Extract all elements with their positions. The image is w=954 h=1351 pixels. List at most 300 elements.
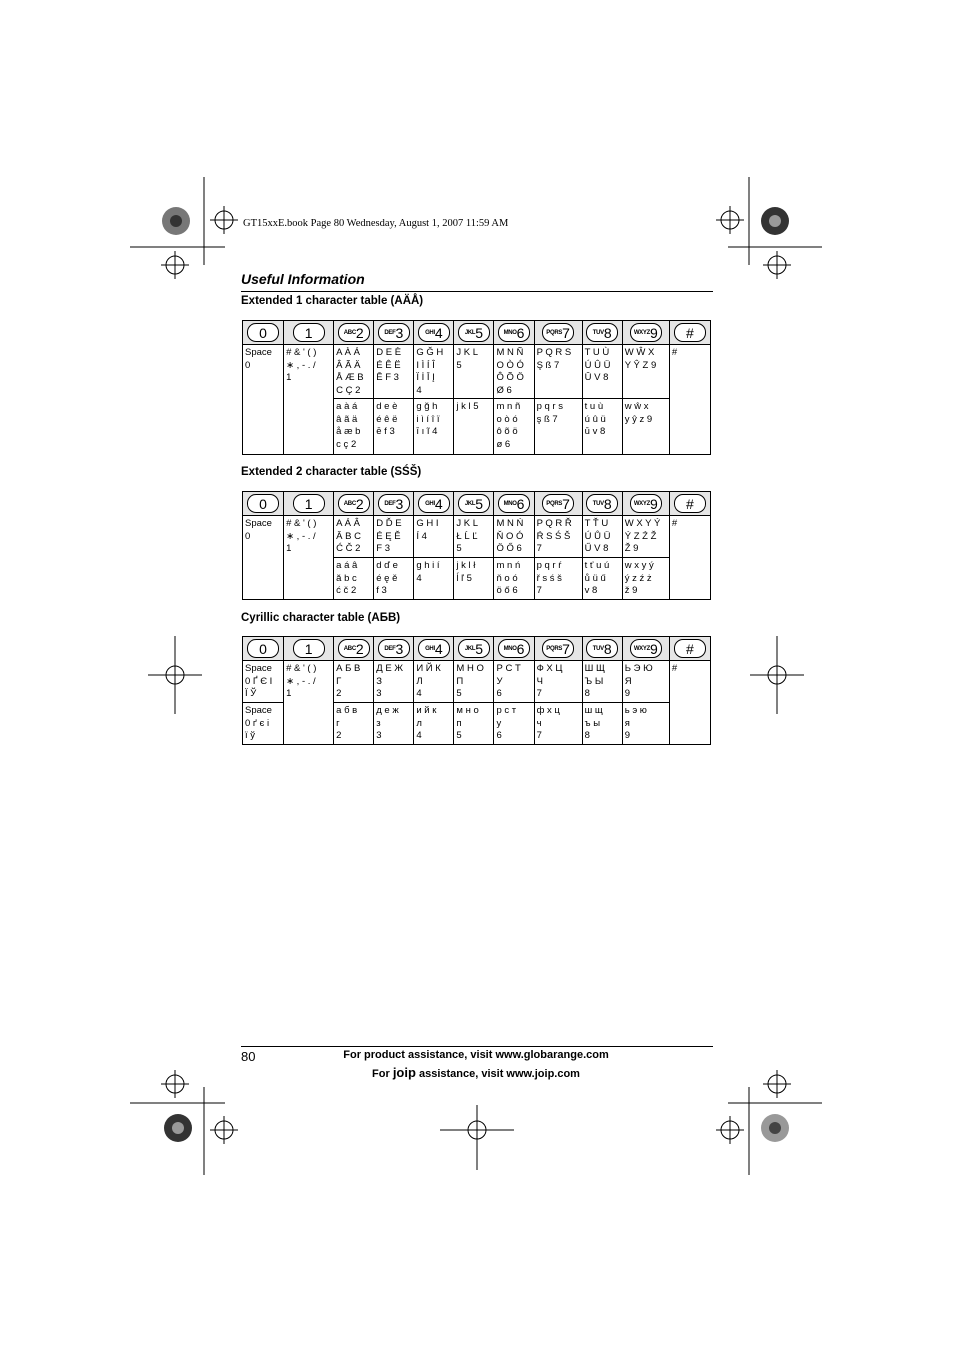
char-cell [374, 516, 414, 558]
key-cell [534, 321, 582, 345]
char-line: Ô Õ Ö [496, 372, 524, 383]
key-5-icon [458, 323, 490, 342]
bottom-rule [241, 1046, 713, 1047]
char-line: ø 6 [496, 438, 511, 450]
key-letters: MNO [503, 645, 517, 652]
char-line: 6 [496, 688, 502, 699]
key-digit: 5 [475, 324, 484, 341]
char-cell [374, 345, 414, 399]
char-cell [374, 399, 414, 455]
char-line: 6 [496, 730, 502, 741]
key-digit: 7 [562, 324, 570, 341]
char-cell [494, 703, 534, 745]
char-cell [454, 703, 494, 745]
section-title: Useful Information [241, 271, 365, 287]
char-line: w x y ý [624, 560, 654, 571]
char-line: g h i í [416, 560, 440, 571]
char-line: ş ß 7 [536, 413, 558, 425]
key-cell [454, 321, 494, 345]
key-4-icon [418, 494, 450, 513]
char-line: Ē F 3 [376, 372, 399, 383]
char-cell [243, 661, 284, 703]
char-cell [582, 516, 622, 558]
key-cell [284, 321, 334, 345]
key-digit: 2 [355, 324, 364, 341]
char-cell [454, 399, 494, 455]
footer-line-1: For product assistance, visit www.globarange.com [343, 1049, 609, 1061]
char-cell [534, 703, 582, 745]
char-cell [284, 661, 334, 745]
char-cell [334, 345, 374, 399]
char-line: a à á [336, 401, 358, 412]
key-7-icon [542, 494, 574, 513]
char-line: m n ñ [496, 401, 521, 412]
char-line: ö ő 6 [496, 585, 518, 596]
key-6-icon [498, 494, 530, 513]
char-line: Space [245, 347, 272, 358]
key-2-icon [338, 639, 370, 658]
char-cell [494, 399, 534, 455]
char-line: w ŵ x [624, 401, 649, 412]
key-digit: 0 [259, 324, 267, 341]
char-line: Ú Ů Ü [584, 530, 611, 542]
char-cell [582, 661, 622, 703]
key-cell [374, 321, 414, 345]
char-line: p q r ŕ [536, 560, 562, 571]
key-1-icon [293, 494, 325, 513]
key-cell [582, 492, 622, 516]
key-digit: 0 [259, 495, 267, 512]
key-letters: GHI [425, 329, 435, 336]
key-cell [284, 637, 334, 661]
print-header-line: GT15xxE.book Page 80 Wednesday, August 1, 2007 11:59 AM [243, 218, 509, 229]
char-cell [243, 703, 284, 745]
char-line: 7 [536, 730, 542, 741]
char-line: 2 [336, 688, 342, 699]
key-cell [374, 637, 414, 661]
extended2-character-table [242, 491, 711, 600]
char-cell [622, 516, 669, 558]
char-cell [414, 703, 454, 745]
char-line: j k l 5 [456, 401, 479, 412]
char-cell [669, 661, 710, 745]
char-line: а б в [336, 705, 358, 716]
char-line: г [336, 717, 340, 729]
key-digit: 9 [649, 324, 658, 341]
key-8-icon [586, 323, 618, 342]
char-line: Ú Û Ü [584, 359, 611, 371]
char-cell [534, 399, 582, 455]
char-cell [454, 345, 494, 399]
char-cell [334, 558, 374, 600]
key-hash-icon [674, 494, 706, 513]
key-digit: 6 [516, 640, 525, 657]
key-1-icon [293, 323, 325, 342]
key-cell [582, 637, 622, 661]
char-line: C Ç 2 [336, 384, 361, 396]
char-cell [243, 516, 284, 600]
key-9-icon [630, 639, 662, 658]
char-cell [622, 558, 669, 600]
char-line: J K L [456, 347, 479, 358]
char-line: # & ' ( ) [286, 518, 317, 529]
char-line: Â Ã Ä [336, 359, 361, 371]
char-line: Ć Č 2 [336, 543, 361, 554]
char-line: 4 [416, 688, 422, 699]
char-line: 5 [456, 730, 462, 741]
key-digit: 4 [434, 495, 443, 512]
key-cell [284, 492, 334, 516]
key-cell [534, 492, 582, 516]
key-digit: 3 [395, 640, 404, 657]
key-digit: 8 [603, 324, 612, 341]
key-digit: 6 [516, 324, 525, 341]
char-line: Ű V 8 [584, 543, 609, 554]
key-digit: 5 [475, 495, 484, 512]
char-line: Ă B C [336, 530, 361, 542]
char-line: D Ď E [376, 518, 402, 529]
key-6-icon [498, 323, 530, 342]
char-line: Ш Щ [584, 663, 605, 674]
char-line: v 8 [584, 585, 598, 596]
key-cell [494, 492, 534, 516]
char-cell [334, 703, 374, 745]
key-letters: DEF [384, 329, 396, 336]
char-line: I Ì Í Î [416, 359, 435, 371]
char-line: 5 [456, 359, 462, 371]
char-cell [494, 558, 534, 600]
char-line: Ø 6 [496, 384, 512, 396]
key-hash-icon [674, 639, 706, 658]
key-cell [334, 637, 374, 661]
char-line: ш щ [584, 705, 603, 716]
key-cell [334, 492, 374, 516]
char-cell [669, 516, 710, 600]
char-line: Г [336, 675, 342, 687]
key-cell [494, 321, 534, 345]
char-line: ň o ó [496, 572, 518, 584]
key-cell [534, 637, 582, 661]
char-line: р с т [496, 705, 517, 716]
key-letters: MNO [503, 329, 517, 336]
footer-line-2 [300, 1065, 652, 1080]
key-digit: 9 [649, 640, 658, 657]
char-line: У [496, 675, 503, 687]
char-line: o ò ó [496, 413, 518, 425]
char-line: И Й К [416, 663, 441, 674]
char-cell [582, 703, 622, 745]
key-cell [243, 637, 284, 661]
key-letters: TUV [592, 329, 604, 336]
char-line: 9 [624, 730, 631, 741]
key-9-icon [630, 494, 662, 513]
footer-line-2-prefix: For [372, 1068, 393, 1080]
joip-logo: joip [392, 1065, 416, 1080]
char-line: Ý Z Ź Ž [624, 530, 657, 542]
char-cell [334, 399, 374, 455]
char-cell [414, 661, 454, 703]
char-line: a á â [336, 560, 358, 571]
char-cell [334, 516, 374, 558]
key-9-icon [630, 323, 662, 342]
key-cell [243, 492, 284, 516]
char-cell [284, 345, 334, 455]
key-cell [494, 637, 534, 661]
char-cell [534, 516, 582, 558]
char-line: ú û ü [584, 413, 606, 425]
char-cell [414, 558, 454, 600]
char-line: ф х ц [536, 705, 560, 716]
char-cell [534, 661, 582, 703]
char-line: i ì í î ï [416, 413, 440, 425]
char-cell [622, 661, 669, 703]
char-line: ъ ы [584, 717, 601, 729]
char-line: F 3 [376, 543, 390, 554]
char-line: з [376, 717, 381, 729]
char-cell [494, 661, 534, 703]
char-line: 2 [336, 730, 342, 741]
key-2-icon [338, 494, 370, 513]
key-letters: DEF [384, 645, 396, 652]
char-line: 0 ґ є і [245, 717, 270, 729]
char-line: ї ў [245, 730, 256, 741]
char-line: A À Á [336, 347, 360, 358]
key-letters: GHI [425, 645, 435, 652]
char-line: T U Ù [584, 347, 610, 358]
key-digit: # [686, 324, 694, 341]
char-line: # & ' ( ) [286, 663, 317, 674]
key-6-icon [498, 639, 530, 658]
char-line: д е ж [376, 705, 399, 716]
char-line: # [671, 347, 678, 358]
char-line: d e è [376, 401, 398, 412]
char-cell [622, 703, 669, 745]
key-cell [622, 321, 669, 345]
key-cell [622, 492, 669, 516]
table3-title: Cyrillic character table (АБВ) [241, 612, 401, 624]
char-cell [582, 558, 622, 600]
key-digit: 3 [395, 324, 404, 341]
key-2-icon [338, 323, 370, 342]
char-line: T Ť U [584, 518, 609, 529]
key-digit: # [686, 640, 694, 657]
char-line: Ŕ S Ś Š [536, 530, 571, 542]
char-line: A Á Â [336, 518, 360, 529]
key-7-icon [542, 323, 574, 342]
char-line: j k l ł [456, 560, 476, 571]
key-letters: TUV [592, 500, 604, 507]
char-line: 8 [584, 688, 590, 699]
char-line: Ï İ Ī Į [416, 372, 435, 383]
char-line: É Ę Ě [376, 530, 401, 542]
key-letters: PQRS [546, 645, 563, 652]
char-line: d ď e [376, 560, 398, 571]
char-line: c ç 2 [336, 438, 357, 450]
char-line: 4 [416, 384, 422, 396]
key-digit: 4 [434, 640, 443, 657]
char-line: y ŷ z 9 [624, 413, 653, 425]
char-line: 0 [245, 359, 251, 371]
key-letters: PQRS [546, 500, 563, 507]
char-line: P Q R S [536, 347, 572, 358]
key-7-icon [542, 639, 574, 658]
key-digit: 5 [475, 640, 484, 657]
key-5-icon [458, 494, 490, 513]
key-cell [669, 321, 710, 345]
char-line: 0 [245, 530, 251, 542]
char-line: M N Ń [496, 518, 524, 529]
char-cell [534, 345, 582, 399]
key-letters: JKL [464, 329, 476, 336]
table1-title: Extended 1 character table (AÄÅ) [241, 295, 424, 307]
char-line: Ь Э Ю [624, 663, 653, 674]
char-line: 4 [416, 572, 422, 584]
char-line: 5 [456, 688, 462, 699]
key-digit: 7 [562, 640, 570, 657]
char-line: D E È [376, 347, 402, 358]
key-digit: 9 [649, 495, 658, 512]
key-letters: JKL [464, 645, 476, 652]
char-line: 4 [416, 730, 422, 741]
char-line: Í 4 [416, 530, 427, 542]
key-letters: ABC [343, 500, 356, 507]
char-cell [534, 558, 582, 600]
key-5-icon [458, 639, 490, 658]
char-line: 3 [376, 688, 382, 699]
char-line: ă b c [336, 572, 357, 584]
char-line: W Ŵ X [624, 347, 655, 358]
table2-title: Extended 2 character table (SŚŠ) [241, 466, 422, 478]
char-line: 9 [624, 688, 631, 699]
key-8-icon [586, 639, 618, 658]
char-line: 7 [536, 585, 542, 596]
key-letters: WXYZ [633, 500, 650, 507]
key-digit: # [686, 495, 694, 512]
key-digit: 4 [434, 324, 443, 341]
char-cell [454, 558, 494, 600]
char-cell [669, 345, 710, 455]
char-line: ī ı ĩ 4 [416, 426, 438, 437]
char-line: ž 9 [624, 585, 638, 596]
char-line: ô õ ö [496, 426, 518, 437]
key-hash-icon [674, 323, 706, 342]
key-1-icon [293, 639, 325, 658]
char-line: # [671, 518, 678, 529]
char-line: # [671, 663, 678, 674]
char-line: f 3 [376, 585, 387, 596]
char-line: П [456, 675, 464, 687]
char-line: Å Æ B [336, 372, 364, 383]
key-digit: 1 [304, 640, 313, 657]
key-letters: TUV [592, 645, 604, 652]
char-line: Ъ Ы [584, 675, 604, 687]
char-line: 7 [536, 543, 542, 554]
char-cell [582, 345, 622, 399]
char-line: G H I [416, 518, 439, 529]
key-3-icon [378, 494, 410, 513]
char-line: Space [245, 705, 272, 716]
footer-line-2-suffix: assistance, visit www.joip.com [415, 1068, 580, 1080]
char-line: ∗ , - . / [286, 675, 316, 687]
key-digit: 6 [516, 495, 525, 512]
key-cell [414, 492, 454, 516]
char-line: Ö Ő 6 [496, 543, 522, 554]
key-cell [669, 492, 710, 516]
key-letters: MNO [503, 500, 517, 507]
char-line: л [416, 717, 422, 729]
char-line: М Н О [456, 663, 484, 674]
char-line: ĺ ľ 5 [456, 572, 472, 584]
key-digit: 8 [603, 640, 612, 657]
extended1-character-table [242, 320, 711, 455]
top-rule [241, 291, 713, 292]
key-digit: 0 [259, 640, 267, 657]
char-line: 0 Ґ Є І [245, 675, 273, 687]
key-letters: PQRS [546, 329, 563, 336]
char-line: Л [416, 675, 423, 687]
char-line: ū v 8 [584, 426, 606, 437]
char-cell [454, 661, 494, 703]
char-line: и й к [416, 705, 437, 716]
key-digit: 2 [355, 640, 364, 657]
key-letters: DEF [384, 500, 396, 507]
key-3-icon [378, 323, 410, 342]
char-cell [284, 516, 334, 600]
key-digit: 7 [562, 495, 570, 512]
char-line: ∗ , - . / [286, 359, 316, 371]
char-cell [334, 661, 374, 703]
char-line: â ã ä [336, 413, 358, 425]
char-line: Д Е Ж [376, 663, 404, 674]
key-letters: ABC [343, 329, 356, 336]
key-cell [414, 321, 454, 345]
key-8-icon [586, 494, 618, 513]
char-line: g ğ h [416, 401, 438, 412]
char-line: G Ğ H [416, 347, 444, 358]
key-cell [414, 637, 454, 661]
char-line: ř s ś š [536, 572, 562, 584]
key-letters: JKL [464, 500, 476, 507]
char-line: 1 [286, 688, 292, 699]
key-digit: 8 [603, 495, 612, 512]
char-line: t u ù [584, 401, 604, 412]
char-line: 3 [376, 730, 382, 741]
char-line: Y Ŷ Z 9 [624, 359, 657, 371]
char-line: M N Ñ [496, 347, 524, 358]
char-line: P Q R Ř [536, 518, 572, 529]
char-line: ē f 3 [376, 426, 395, 437]
char-cell [622, 345, 669, 399]
char-line: p q r s [536, 401, 563, 412]
key-letters: ABC [343, 645, 356, 652]
char-line: Space [245, 518, 272, 529]
char-line: É Ê Ë [376, 359, 401, 371]
char-cell [374, 703, 414, 745]
char-line: Ž 9 [624, 543, 639, 554]
char-cell [454, 516, 494, 558]
cyrillic-character-table [242, 636, 711, 745]
char-line: å æ b [336, 426, 361, 437]
char-line: m n ń [496, 560, 521, 571]
key-digit: 2 [355, 495, 364, 512]
key-0-icon [247, 494, 279, 513]
char-cell [374, 558, 414, 600]
char-cell [494, 345, 534, 399]
char-line: W X Y Ý [624, 518, 661, 529]
char-line: 8 [584, 730, 590, 741]
char-line: Space [245, 663, 272, 674]
key-digit: 1 [304, 495, 313, 512]
